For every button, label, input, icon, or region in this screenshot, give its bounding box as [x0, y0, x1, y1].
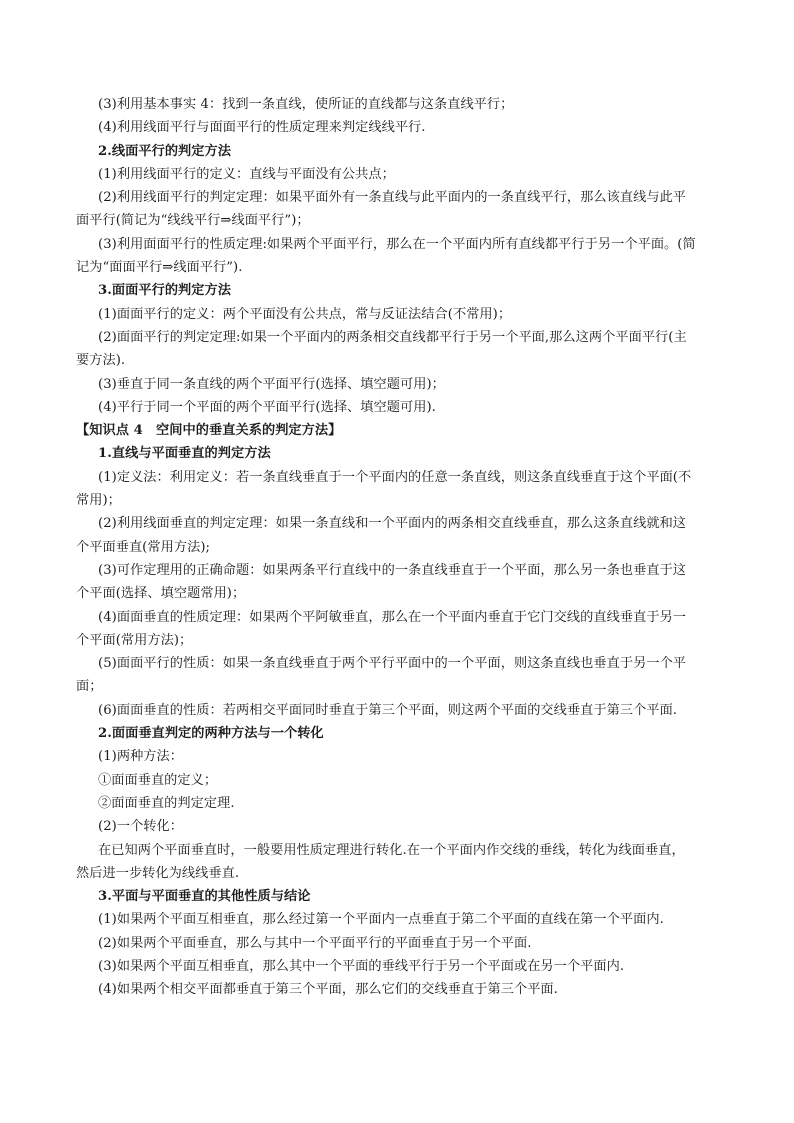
- subheading: 1.直线与平面垂直的判定方法: [98, 446, 271, 462]
- text-line: 面平行(简记为“线线平行⇒线面平行”)；: [76, 213, 310, 229]
- document-body: [76, 93, 726, 1002]
- text-line: (3)如果两个平面互相垂直，那么其中一个平面的垂线平行于另一个平面或在另一个平面内.: [98, 958, 625, 974]
- text-line: (6)面面垂直的性质：若两相交平面同时垂直于第三个平面，则这两个平面的交线垂直于第三个平面.: [98, 702, 678, 718]
- text-line: (2)如果两个平面垂直，那么与其中一个平面平行的平面垂直于另一个平面.: [98, 935, 532, 951]
- text-line: ①面面垂直的定义；: [98, 772, 218, 788]
- text-line: 要方法).: [76, 353, 126, 369]
- text-line: (2)一个转化：: [98, 819, 184, 835]
- subheading: 3.面面平行的判定方法: [98, 283, 232, 299]
- text-line: (4)面面垂直的性质定理：如果两个平阿敏垂直，那么在一个平面内垂直于它门交线的直线垂直于另一: [98, 609, 687, 625]
- text-line: 面；: [76, 679, 103, 695]
- text-line: (3)利用基本事实 4：找到一条直线，使所证的直线都与这条直线平行；: [98, 97, 514, 112]
- text-line: 在已知两个平面垂直时，一般要用性质定理进行转化.在一个平面内作交线的垂线，转化为线面垂直，: [98, 842, 685, 858]
- text-line: (2)利用线面平行的判定定理：如果平面外有一条直线与此平面内的一条直线平行，那么该直线与此平: [98, 190, 687, 206]
- text-line: (4)利用线面平行与面面平行的性质定理来判定线线平行.: [98, 120, 426, 136]
- subheading: 2.面面垂直判定的两种方法与一个转化: [98, 726, 324, 742]
- text-line: (4)平行于同一个平面的两个平面平行(选择、填空题可用).: [98, 399, 436, 415]
- text-line: (1)面面平行的定义：两个平面没有公共点，常与反证法结合(不常用)；: [98, 306, 512, 322]
- subheading: 3.平面与平面垂直的其他性质与结论: [98, 889, 311, 905]
- text-line: (3)利用面面平行的性质定理:如果两个平面平行，那么在一个平面内所有直线都平行于另一个平面。(简: [98, 236, 696, 252]
- text-line: 个平面垂直(常用方法);: [76, 539, 211, 555]
- text-line: (1)两种方法：: [98, 749, 184, 765]
- text-line: 然后进一步转化为线线垂直.: [76, 865, 240, 881]
- text-line: (2)利用线面垂直的判定定理：如果一条直线和一个平面内的两条相交直线垂直，那么这条直线就和这: [98, 516, 687, 532]
- section-heading: 【知识点 4 空间中的垂直关系的判定方法】: [76, 423, 342, 439]
- text-line: (1)如果两个平面互相垂直，那么经过第一个平面内一点垂直于第二个平面的直线在第一个平面内.: [98, 912, 664, 928]
- text-line: 个平面(选择、填空题常用)；: [76, 586, 246, 602]
- text-line: (3)垂直于同一条直线的两个平面平行(选择、填空题可用)；: [98, 376, 445, 392]
- text-line: (4)如果两个相交平面都垂直于第三个平面，那么它们的交线垂直于第三个平面.: [98, 982, 558, 998]
- subheading: 2.线面平行的判定方法: [98, 143, 232, 159]
- text-line: (5)面面平行的性质：如果一条直线垂直于两个平行平面中的一个平面，则这条直线也垂直于另一个平: [98, 656, 687, 672]
- text-line: 常用)；: [76, 493, 121, 509]
- text-line: ②面面垂直的判定定理.: [98, 795, 235, 811]
- text-line: (3)可作定理用的正确命题：如果两条平行直线中的一条直线垂直于一个平面，那么另一条也垂直于这: [98, 562, 687, 578]
- text-line: (1)定义法：利用定义：若一条直线垂直于一个平面内的任意一条直线，则这条直线垂直于这个平面(不: [98, 469, 692, 485]
- text-line: (2)面面平行的判定定理:如果一个平面内的两条相交直线都平行于另一个平面,那么这两个平面平行(主: [98, 329, 687, 345]
- text-line: 记为“面面平行⇒线面平行”).: [76, 260, 243, 276]
- text-line: 个平面(常用方法)；: [76, 632, 193, 648]
- text-line: (1)利用线面平行的定义：直线与平面没有公共点；: [98, 166, 395, 182]
